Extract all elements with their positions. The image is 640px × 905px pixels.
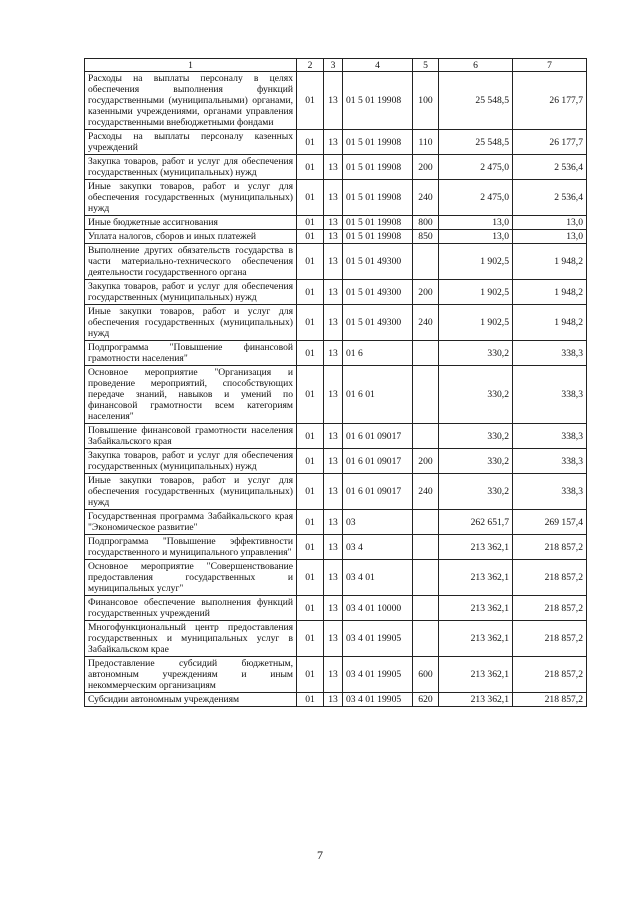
amount-year-1-cell: 213 362,1 [439,657,513,693]
section-cell: 01 [297,510,324,535]
subsection-cell: 13 [324,474,343,510]
amount-year-1-cell: 25 548,5 [439,130,513,155]
table-row [85,424,587,449]
subsection-cell: 13 [324,366,343,424]
amount-year-1-cell: 13,0 [439,216,513,230]
row-name-cell: Иные закупки товаров, работ и услуг для обеспечения государственных (муниципальных) нужд [85,474,297,510]
amount-year-1-cell: 330,2 [439,424,513,449]
table-header [85,59,587,72]
amount-year-2-cell: 2 536,4 [513,180,587,216]
subsection-cell: 13 [324,596,343,621]
target-article-cell: 01 6 01 09017 [343,474,413,510]
target-article-cell: 01 5 01 19908 [343,130,413,155]
subsection-cell: 13 [324,72,343,130]
subsection-cell: 13 [324,216,343,230]
amount-year-2-cell: 218 857,2 [513,693,587,707]
section-cell: 01 [297,474,324,510]
subsection-cell: 13 [324,155,343,180]
expense-type-cell [413,621,439,657]
table-row [85,155,587,180]
amount-year-2-cell: 269 157,4 [513,510,587,535]
table-row [85,341,587,366]
row-name-cell: Уплата налогов, сборов и иных платежей [85,230,297,244]
target-article-cell: 01 5 01 49300 [343,244,413,280]
target-article-cell: 03 [343,510,413,535]
header-col-7: 7 [513,59,587,72]
header-row [85,59,587,72]
subsection-cell: 13 [324,560,343,596]
table-row [85,280,587,305]
section-cell: 01 [297,366,324,424]
target-article-cell: 01 6 01 09017 [343,424,413,449]
subsection-cell: 13 [324,305,343,341]
amount-year-2-cell: 218 857,2 [513,535,587,560]
amount-year-1-cell: 2 475,0 [439,180,513,216]
table-body [85,72,587,707]
expense-type-cell: 200 [413,280,439,305]
row-name-cell: Основное мероприятие "Организация и проведение мероприятий, способствующих передаче знаний, навыков и умений по финансовой грамотности всем категориям населения" [85,366,297,424]
table-row [85,72,587,130]
amount-year-1-cell: 262 651,7 [439,510,513,535]
section-cell: 01 [297,280,324,305]
row-name-cell: Многофункциональный центр предоставления государственных и муниципальных услуг в Забайкальском крае [85,621,297,657]
subsection-cell: 13 [324,341,343,366]
table-row [85,216,587,230]
subsection-cell: 13 [324,657,343,693]
amount-year-2-cell: 218 857,2 [513,621,587,657]
subsection-cell: 13 [324,621,343,657]
section-cell: 01 [297,180,324,216]
expense-type-cell: 200 [413,449,439,474]
header-col-3: 3 [324,59,343,72]
target-article-cell: 01 5 01 19908 [343,180,413,216]
expense-type-cell: 240 [413,180,439,216]
target-article-cell: 01 5 01 19908 [343,155,413,180]
amount-year-1-cell: 330,2 [439,341,513,366]
expense-type-cell: 200 [413,155,439,180]
row-name-cell: Иные закупки товаров, работ и услуг для обеспечения государственных (муниципальных) нужд [85,180,297,216]
target-article-cell: 01 5 01 49300 [343,280,413,305]
table-row [85,657,587,693]
amount-year-2-cell: 218 857,2 [513,657,587,693]
target-article-cell: 03 4 01 19905 [343,693,413,707]
amount-year-1-cell: 1 902,5 [439,280,513,305]
row-name-cell: Расходы на выплаты персоналу в целях обеспечения выполнения функций государственными (муниципальными) органами, казенными учреждениями, органами управления государственными внебюджетными фондами [85,72,297,130]
amount-year-1-cell: 213 362,1 [439,535,513,560]
expense-type-cell: 240 [413,305,439,341]
section-cell: 01 [297,449,324,474]
header-col-4: 4 [343,59,413,72]
expense-type-cell: 110 [413,130,439,155]
expense-type-cell: 850 [413,230,439,244]
amount-year-1-cell: 213 362,1 [439,693,513,707]
table-row [85,305,587,341]
subsection-cell: 13 [324,130,343,155]
target-article-cell: 01 6 01 [343,366,413,424]
section-cell: 01 [297,535,324,560]
target-article-cell: 01 5 01 19908 [343,230,413,244]
expense-type-cell [413,341,439,366]
header-col-2: 2 [297,59,324,72]
expense-type-cell [413,244,439,280]
subsection-cell: 13 [324,693,343,707]
amount-year-2-cell: 338,3 [513,366,587,424]
row-name-cell: Основное мероприятие "Совершенствование предоставления государственных и муниципальных услуг" [85,560,297,596]
expense-type-cell [413,510,439,535]
amount-year-1-cell: 213 362,1 [439,560,513,596]
row-name-cell: Финансовое обеспечение выполнения функций государственных учреждений [85,596,297,621]
budget-table [84,58,587,707]
section-cell: 01 [297,424,324,449]
expense-type-cell: 600 [413,657,439,693]
row-name-cell: Иные закупки товаров, работ и услуг для обеспечения государственных (муниципальных) нужд [85,305,297,341]
table-row [85,510,587,535]
amount-year-1-cell: 2 475,0 [439,155,513,180]
table-row [85,560,587,596]
subsection-cell: 13 [324,449,343,474]
row-name-cell: Выполнение других обязательств государства в части материально-технического обеспечения деятельности государственного органа [85,244,297,280]
section-cell: 01 [297,560,324,596]
target-article-cell: 03 4 01 19905 [343,657,413,693]
table-row [85,130,587,155]
subsection-cell: 13 [324,180,343,216]
subsection-cell: 13 [324,280,343,305]
table-row [85,244,587,280]
table-row [85,693,587,707]
row-name-cell: Закупка товаров, работ и услуг для обеспечения государственных (муниципальных) нужд [85,155,297,180]
table-row [85,474,587,510]
row-name-cell: Подпрограмма "Повышение эффективности государственного и муниципального управления" [85,535,297,560]
section-cell: 01 [297,657,324,693]
section-cell: 01 [297,621,324,657]
table-row [85,180,587,216]
target-article-cell: 01 5 01 19908 [343,72,413,130]
expense-type-cell [413,535,439,560]
section-cell: 01 [297,155,324,180]
page-number: 7 [317,848,323,862]
table-row [85,535,587,560]
target-article-cell: 03 4 01 [343,560,413,596]
amount-year-1-cell: 213 362,1 [439,621,513,657]
section-cell: 01 [297,596,324,621]
amount-year-2-cell: 26 177,7 [513,130,587,155]
section-cell: 01 [297,216,324,230]
section-cell: 01 [297,72,324,130]
row-name-cell: Закупка товаров, работ и услуг для обеспечения государственных (муниципальных) нужд [85,449,297,474]
table-row [85,596,587,621]
amount-year-1-cell: 1 902,5 [439,244,513,280]
expense-type-cell [413,424,439,449]
subsection-cell: 13 [324,510,343,535]
section-cell: 01 [297,693,324,707]
target-article-cell: 01 5 01 19908 [343,216,413,230]
amount-year-2-cell: 1 948,2 [513,280,587,305]
section-cell: 01 [297,130,324,155]
amount-year-2-cell: 338,3 [513,474,587,510]
expense-type-cell [413,366,439,424]
amount-year-2-cell: 338,3 [513,424,587,449]
section-cell: 01 [297,341,324,366]
amount-year-2-cell: 26 177,7 [513,72,587,130]
amount-year-2-cell: 338,3 [513,341,587,366]
row-name-cell: Расходы на выплаты персоналу казенных учреждений [85,130,297,155]
subsection-cell: 13 [324,424,343,449]
target-article-cell: 01 6 [343,341,413,366]
target-article-cell: 01 6 01 09017 [343,449,413,474]
table-row [85,621,587,657]
amount-year-2-cell: 338,3 [513,449,587,474]
amount-year-1-cell: 1 902,5 [439,305,513,341]
row-name-cell: Закупка товаров, работ и услуг для обеспечения государственных (муниципальных) нужд [85,280,297,305]
row-name-cell: Повышение финансовой грамотности населения Забайкальского края [85,424,297,449]
table-row [85,449,587,474]
amount-year-1-cell: 13,0 [439,230,513,244]
amount-year-1-cell: 213 362,1 [439,596,513,621]
expense-type-cell: 800 [413,216,439,230]
subsection-cell: 13 [324,244,343,280]
header-col-6: 6 [439,59,513,72]
section-cell: 01 [297,244,324,280]
row-name-cell: Государственная программа Забайкальского края "Экономическое развитие" [85,510,297,535]
table-row [85,366,587,424]
row-name-cell: Предоставление субсидий бюджетным, автономным учреждениям и иным некоммерческим организациям [85,657,297,693]
target-article-cell: 03 4 01 19905 [343,621,413,657]
subsection-cell: 13 [324,535,343,560]
expense-type-cell [413,560,439,596]
row-name-cell: Подпрограмма "Повышение финансовой грамотности населения" [85,341,297,366]
amount-year-2-cell: 218 857,2 [513,596,587,621]
amount-year-2-cell: 218 857,2 [513,560,587,596]
amount-year-2-cell: 13,0 [513,216,587,230]
target-article-cell: 01 5 01 49300 [343,305,413,341]
expense-type-cell: 240 [413,474,439,510]
document-page [84,58,586,707]
section-cell: 01 [297,305,324,341]
section-cell: 01 [297,230,324,244]
header-col-1: 1 [85,59,297,72]
target-article-cell: 03 4 01 10000 [343,596,413,621]
amount-year-1-cell: 330,2 [439,366,513,424]
header-col-5: 5 [413,59,439,72]
expense-type-cell: 100 [413,72,439,130]
amount-year-1-cell: 330,2 [439,449,513,474]
amount-year-2-cell: 1 948,2 [513,244,587,280]
amount-year-2-cell: 2 536,4 [513,155,587,180]
amount-year-1-cell: 330,2 [439,474,513,510]
table-row [85,230,587,244]
amount-year-2-cell: 1 948,2 [513,305,587,341]
amount-year-2-cell: 13,0 [513,230,587,244]
expense-type-cell [413,596,439,621]
amount-year-1-cell: 25 548,5 [439,72,513,130]
row-name-cell: Иные бюджетные ассигнования [85,216,297,230]
expense-type-cell: 620 [413,693,439,707]
row-name-cell: Субсидии автономным учреждениям [85,693,297,707]
target-article-cell: 03 4 [343,535,413,560]
subsection-cell: 13 [324,230,343,244]
